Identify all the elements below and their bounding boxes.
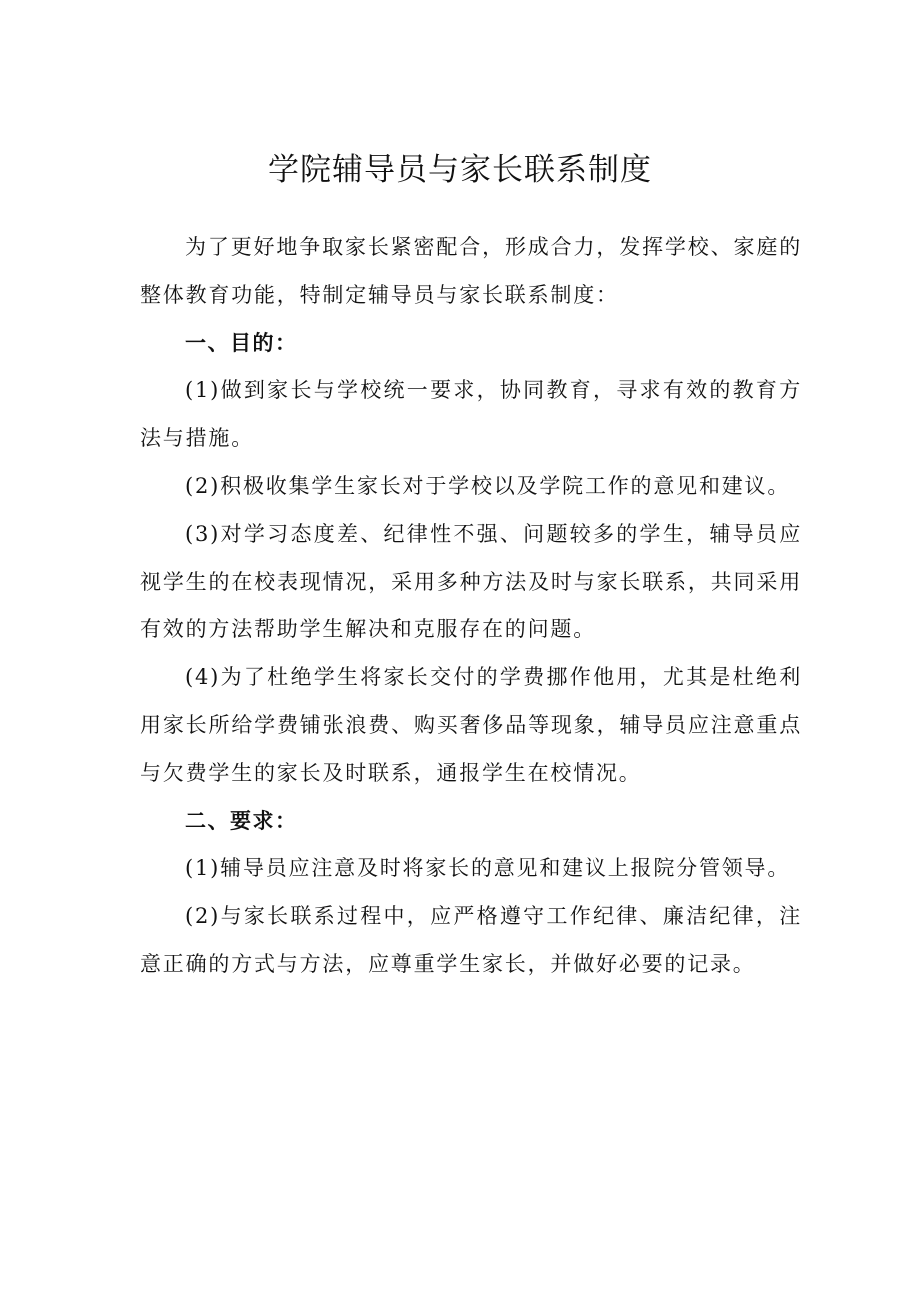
document-title: 学院辅导员与家长联系制度 bbox=[268, 152, 652, 188]
purpose-item-1: (1)做到家长与学校统一要求，协同教育，寻求有效的教育方法与措施。 bbox=[140, 378, 802, 451]
purpose-item-4: (4)为了杜绝学生将家长交付的学费挪作他用，尤其是杜绝利用家长所给学费铺张浪费、购买奢侈品等现象，辅导员应注意重点与欠费学生的家长及时联系，通报学生在校情况。 bbox=[140, 665, 802, 785]
purpose-item-3: (3)对学习态度差、纪律性不强、问题较多的学生，辅导员应视学生的在校表现情况，采用多种方法及时与家长联系，共同采用有效的方法帮助学生解决和克服存在的问题。 bbox=[140, 521, 802, 642]
section-heading-purpose: 一、目的： bbox=[185, 330, 298, 355]
requirement-item-2: (2)与家长联系过程中，应严格遵守工作纪律、廉洁纪律，注意正确的方式与方法，应尊重学生家长，并做好必要的记录。 bbox=[140, 904, 802, 976]
document-body bbox=[140, 224, 802, 989]
section-heading-requirements: 二、要求： bbox=[185, 808, 298, 833]
purpose-item-2: (2)积极收集学生家长对于学校以及学院工作的意见和建议。 bbox=[185, 473, 791, 498]
requirement-item-1: (1)辅导员应注意及时将家长的意见和建议上报院分管领导。 bbox=[185, 856, 791, 881]
intro-paragraph: 为了更好地争取家长紧密配合，形成合力，发挥学校、家庭的整体教育功能，特制定辅导员与家长联系制度： bbox=[140, 235, 802, 307]
